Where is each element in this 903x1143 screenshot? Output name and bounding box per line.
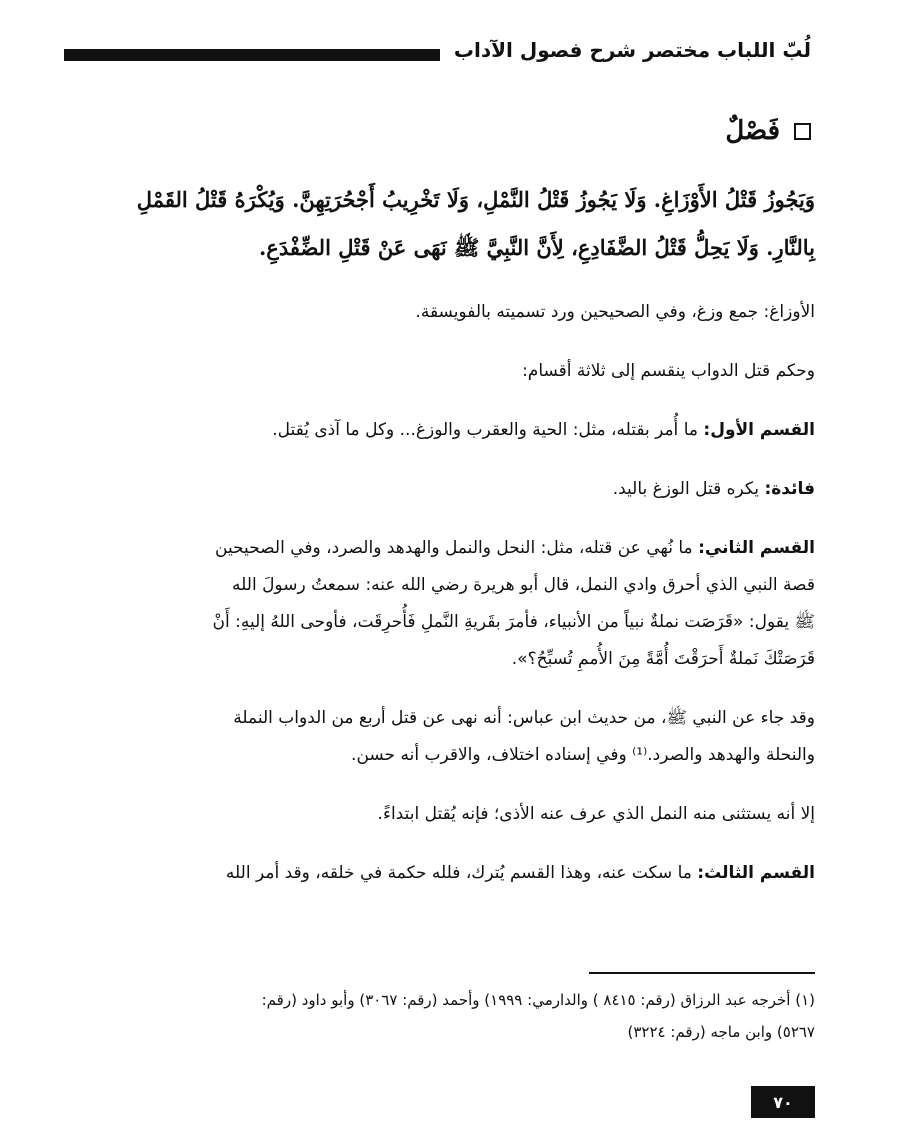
matn-text bbox=[64, 176, 815, 272]
running-header bbox=[64, 30, 811, 70]
footnotes bbox=[72, 984, 815, 1048]
text-line: وحكم قتل الدواب ينقسم إلى ثلاثة أقسام: bbox=[522, 361, 815, 381]
paragraph-benefit bbox=[64, 471, 815, 508]
footnote-line: (١) أخرجه عبد الرزاق (رقم: ٨٤١٥ ) والدارمي: ١٩٩٩) وأحمد (رقم: ٣٠٦٧) وأبو داود (رقم: bbox=[261, 991, 815, 1009]
matn-line: وَيَجُوزُ قَتْلُ الأَوْزَاغِ. وَلَا يَجُوزُ قَتْلُ النَّمْلِ، وَلَا تَخْرِيبُ أَجْحُرَتِهِنَّ. وَيُكْرَهُ قَتْلُ القَمْلِ bbox=[136, 187, 815, 212]
header-rule bbox=[64, 49, 440, 61]
paragraph-awzagh bbox=[64, 294, 815, 331]
text-line: ﷺ يقول: «قَرَصَت نملةٌ نبياً من الأنبياء، فأمرَ بقَريةِ النَّملِ فَأُحرِقَت، فأوحى اللهُ إليهِ: أَنْ bbox=[212, 612, 815, 632]
paragraph-exception bbox=[64, 796, 815, 833]
paragraph-label: القسم الأول: bbox=[703, 420, 815, 440]
text-line: ما نُهي عن قتله، مثل: النحل والنمل والهدهد والصرد، وفي الصحيحين bbox=[215, 538, 699, 558]
footnote-line: ٥٢٦٧) وابن ماجه (رقم: ٣٢٢٤) bbox=[627, 1023, 815, 1041]
matn-line: بِالنَّارِ. وَلَا يَحِلُّ قَتْلُ الضَّفَادِعِ، لِأَنَّ النَّبِيَّ ﷺ نَهَى عَنْ قَتْلِ الضِّفْدَعِ. bbox=[258, 235, 815, 260]
paragraph-first-category bbox=[64, 412, 815, 449]
paragraph-label: فائدة: bbox=[764, 479, 815, 499]
section-title: فَصْلٌ bbox=[725, 116, 780, 146]
text-line: إلا أنه يستثنى منه النمل الذي عرف عنه الأذى؛ فإنه يُقتل ابتداءً. bbox=[377, 804, 815, 824]
page-number: ٧٠ bbox=[751, 1086, 815, 1118]
paragraph-third-category bbox=[64, 855, 815, 892]
text-line: ما أُمر بقتله، مثل: الحية والعقرب والوزغ... وكل ما آذى يُقتل. bbox=[272, 420, 704, 440]
paragraph-label: القسم الثالث: bbox=[697, 863, 815, 883]
text-line: الأوزاغ: جمع وزغ، وفي الصحيحين ورد تسميته بالفويسقة. bbox=[415, 302, 815, 322]
footnote-divider bbox=[589, 972, 815, 974]
text-line: والنحلة والهدهد والصرد.⁽¹⁾ وفي إسناده اختلاف، والاقرب أنه حسن. bbox=[351, 745, 815, 765]
paragraph-second-category bbox=[64, 530, 815, 678]
paragraph-ibn-abbas-hadith bbox=[64, 700, 815, 774]
paragraph-ruling-intro bbox=[64, 353, 815, 390]
text-line: ما سكت عنه، وهذا القسم يُترك، فلله حكمة في خلقه، وقد أمر الله bbox=[225, 863, 698, 883]
text-line: يكره قتل الوزغ باليد. bbox=[612, 479, 765, 499]
running-title: لُبّ اللباب مختصر شرح فصول الآداب bbox=[453, 38, 811, 62]
paragraph-label: القسم الثاني: bbox=[698, 538, 815, 558]
text-line: قَرَصَتْكَ نَملةٌ أَحرَقْتَ أُمَّةً مِنَ الأُممِ تُسبِّحُ؟». bbox=[511, 649, 815, 669]
text-line: وقد جاء عن النبي ﷺ، من حديث ابن عباس: أنه نهى عن قتل أربع من الدواب النملة bbox=[233, 708, 815, 728]
commentary bbox=[64, 294, 815, 914]
square-icon bbox=[794, 123, 811, 140]
text-line: قصة النبي الذي أحرق وادي النمل، قال أبو هريرة رضي الله عنه: سمعتُ رسولَ الله bbox=[232, 575, 815, 595]
section-heading bbox=[725, 116, 811, 146]
